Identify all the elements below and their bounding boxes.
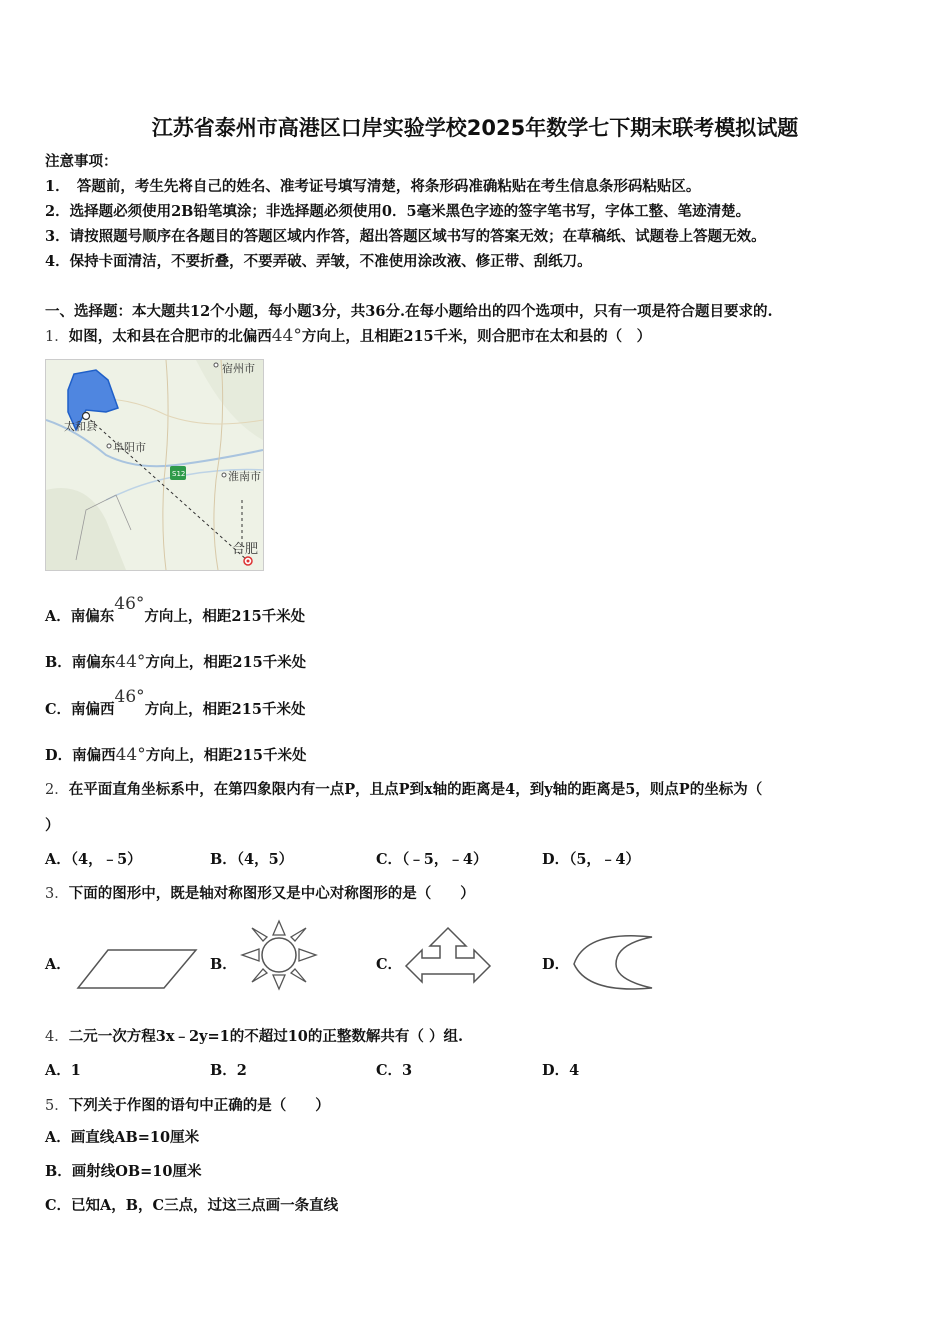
question-4 (45, 1027, 463, 1047)
question-1 (45, 326, 651, 347)
question-text: 在平面直角坐标系中，在第四象限内有一点P，且点P到x轴的距离是4，到y轴的距离是5，则点P的坐标为（ (68, 781, 763, 798)
question-number: 4． (45, 1029, 69, 1045)
angle-value: 44° (115, 745, 146, 765)
option-c[interactable]: C．已知A，B，C三点，过这三点画一条直线 (45, 1197, 339, 1214)
option-c[interactable]: C． (376, 956, 403, 973)
angle-value: 44° (271, 326, 302, 346)
notice-item: 1． 答题前，考生先将自己的姓名、准考证号填写清楚，将条形码准确粘贴在考生信息条形码粘贴区。 (45, 178, 701, 195)
option-letter: B． (45, 654, 72, 671)
notice-heading: 注意事项： (45, 153, 118, 170)
option-a[interactable]: A．画直线AB=10厘米 (45, 1129, 200, 1146)
option-text: 方向上，相距215千米处 (145, 654, 307, 671)
question-text: ） (45, 817, 60, 834)
question-text: 下列关于作图的语句中正确的是（ ） (68, 1097, 330, 1114)
notice-item: 3．请按照题号顺序在各题目的答题区域内作答，超出答题区域书写的答案无效；在草稿纸、试题卷上答题无效。 (45, 228, 766, 245)
option-b[interactable]: B． (210, 956, 237, 973)
option-c[interactable] (45, 687, 306, 720)
question-text: 方向上，且相距215千米，则合肥市在太和县的（ ） (301, 328, 652, 345)
angle-value: 44° (115, 652, 146, 672)
angle-value: 46° (114, 687, 145, 707)
question-text: 如图，太和县在合肥市的北偏西 (68, 328, 272, 345)
option-b[interactable] (45, 652, 306, 673)
option-b[interactable]: B．画射线OB=10厘米 (45, 1163, 202, 1180)
arrow-figure (404, 926, 492, 990)
option-a[interactable]: A． (45, 956, 71, 973)
option-c[interactable]: C．（﹣5，﹣4） (376, 851, 488, 868)
option-text: 方向上，相距215千米处 (145, 747, 307, 764)
parallelogram-figure (76, 948, 198, 990)
option-a[interactable]: A．1 (45, 1062, 81, 1079)
map-svg (46, 360, 263, 570)
option-d[interactable]: D．4 (542, 1062, 580, 1079)
map-label: 合肥 (232, 542, 259, 557)
option-b[interactable]: B．（4，5） (210, 851, 294, 868)
question-number: 5． (45, 1098, 69, 1114)
map-label: 阜阳市 (113, 441, 146, 454)
section-heading: 一、选择题：本大题共12个小题，每小题3分，共36分.在每小题给出的四个选项中，只有一项是符合题目要求的. (45, 303, 773, 320)
question-2 (45, 780, 762, 800)
question-number: 3． (45, 886, 69, 902)
option-d[interactable] (45, 745, 307, 766)
option-b[interactable]: B．2 (210, 1062, 247, 1079)
page-title: 江苏省泰州市高港区口岸实验学校2025年数学七下期末联考模拟试题 (151, 116, 799, 140)
angle-value: 46° (114, 594, 145, 614)
sun-figure (238, 918, 320, 992)
map-label: 太和县 (64, 420, 97, 433)
option-text: 方向上，相距215千米处 (144, 608, 306, 625)
question-5 (45, 1096, 330, 1116)
question-number: 2． (45, 782, 69, 798)
option-text: 南偏西 (71, 701, 115, 718)
question-text: 下面的图形中，既是轴对称图形又是中心对称图形的是（ ） (68, 885, 475, 902)
option-d[interactable]: D． (542, 956, 570, 973)
map-label: 宿州市 (222, 362, 255, 375)
map-label: S12 (172, 470, 186, 478)
option-letter: C． (45, 701, 72, 718)
option-a[interactable]: A．（4，﹣5） (45, 851, 142, 868)
option-a[interactable] (45, 594, 306, 627)
crescent-figure (566, 934, 656, 992)
map-figure (45, 359, 264, 571)
notice-item: 2．选择题必须使用2B铅笔填涂；非选择题必须使用0．5毫米黑色字迹的签字笔书写，字体工整、笔迹清楚。 (45, 203, 751, 220)
option-letter: D． (45, 747, 73, 764)
question-text: 二元一次方程3x﹣2y=1的不超过10的正整数解共有（ ）组. (68, 1028, 463, 1045)
option-text: 方向上，相距215千米处 (144, 701, 306, 718)
notice-item: 4．保持卡面清洁，不要折叠，不要弄破、弄皱，不准使用涂改液、修正带、刮纸刀。 (45, 253, 592, 270)
option-text: 南偏东 (71, 654, 116, 671)
option-text: 南偏东 (70, 608, 115, 625)
option-text: 南偏西 (72, 747, 116, 764)
map-label: 淮南市 (228, 470, 261, 483)
option-c[interactable]: C．3 (376, 1062, 413, 1079)
option-d[interactable]: D．（5，﹣4） (542, 851, 641, 868)
question-3 (45, 884, 475, 904)
question-number: 1． (45, 329, 69, 345)
option-letter: A． (45, 608, 71, 625)
